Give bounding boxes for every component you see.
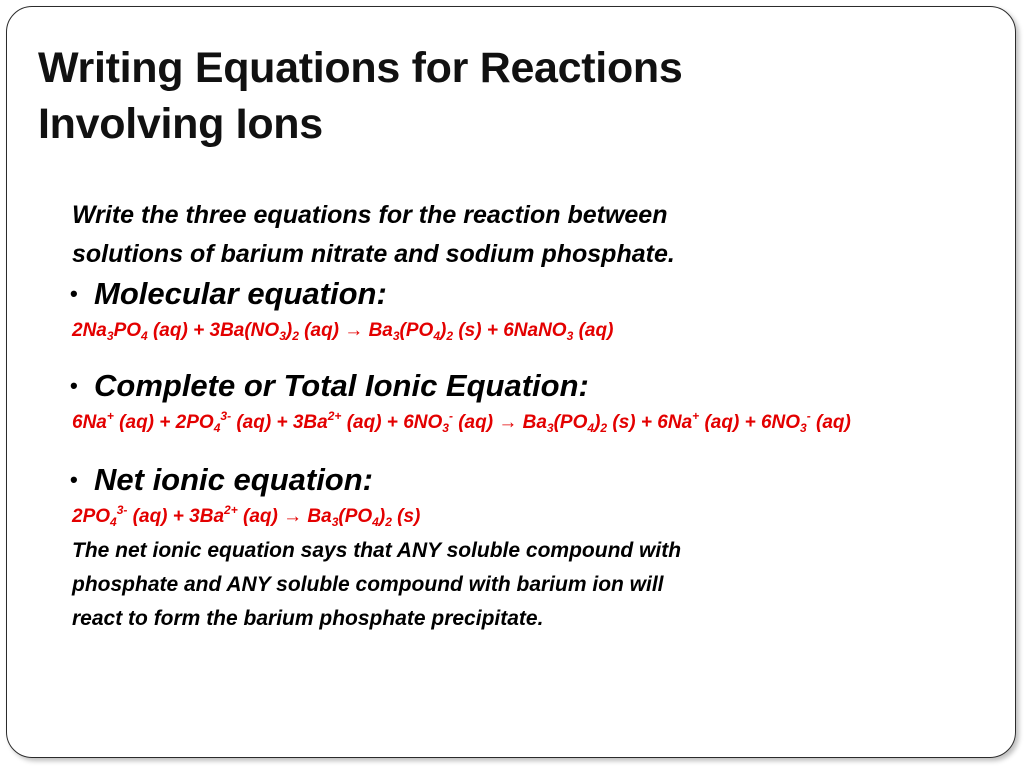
intro-line-1: Write the three equations for the reaction between [72,201,668,229]
note-line-3: react to form the barium phosphate precipitate. [72,607,544,630]
slide-body [72,196,952,636]
net-ionic-explanation [72,534,952,636]
bullet-dot: • [70,281,78,306]
bullet-complete-ionic [70,366,952,406]
net-ionic-heading: Net ionic equation: [94,462,373,497]
net-ionic-equation: $2PO_4^{3-}$ $(aq) + 3Ba^{2+}$ $(aq) \to Ba_3(PO_4)_2$ (s) [72,503,421,529]
molecular-heading: Molecular equation: [94,276,387,311]
intro-line-2: solutions of barium nitrate and sodium phosphate. [72,240,675,268]
complete-ionic-heading: Complete or Total Ionic Equation: [94,368,589,403]
complete-ionic-equation: 6Na+ $(aq) + 2PO_4^{3-}$ $(aq) + 3Ba^{2+}$ $(aq) + 6NO_3^-$ $(aq) \to Ba_3(PO_4)_2$ (s) + 6Na+ $(aq) + 6NO_3^-$ (aq) [72,409,851,435]
reaction-arrow-icon: → [498,412,518,433]
intro-text [72,196,952,274]
reaction-arrow-icon: → [283,506,303,527]
molecular-equation: $2Na_3PO_4$ $(aq) + 3Ba(NO_3)_2$ $(aq) \to Ba_3(PO_4)_2$ (s) + 6NaNO$_3$ (aq) [72,320,614,343]
bullet-molecular [70,274,952,314]
reaction-arrow-icon: → [344,320,364,341]
title-line-1: Writing Equations for Reactions [38,44,683,92]
slide-title [38,40,683,152]
bullet-dot: • [70,373,78,398]
title-line-2: Involving Ions [38,100,323,148]
bullet-net-ionic [70,460,952,500]
bullet-dot: • [70,467,78,492]
note-line-2: phosphate and ANY soluble compound with barium ion will [72,573,664,596]
note-line-1: The net ionic equation says that ANY soluble compound with [72,539,682,562]
